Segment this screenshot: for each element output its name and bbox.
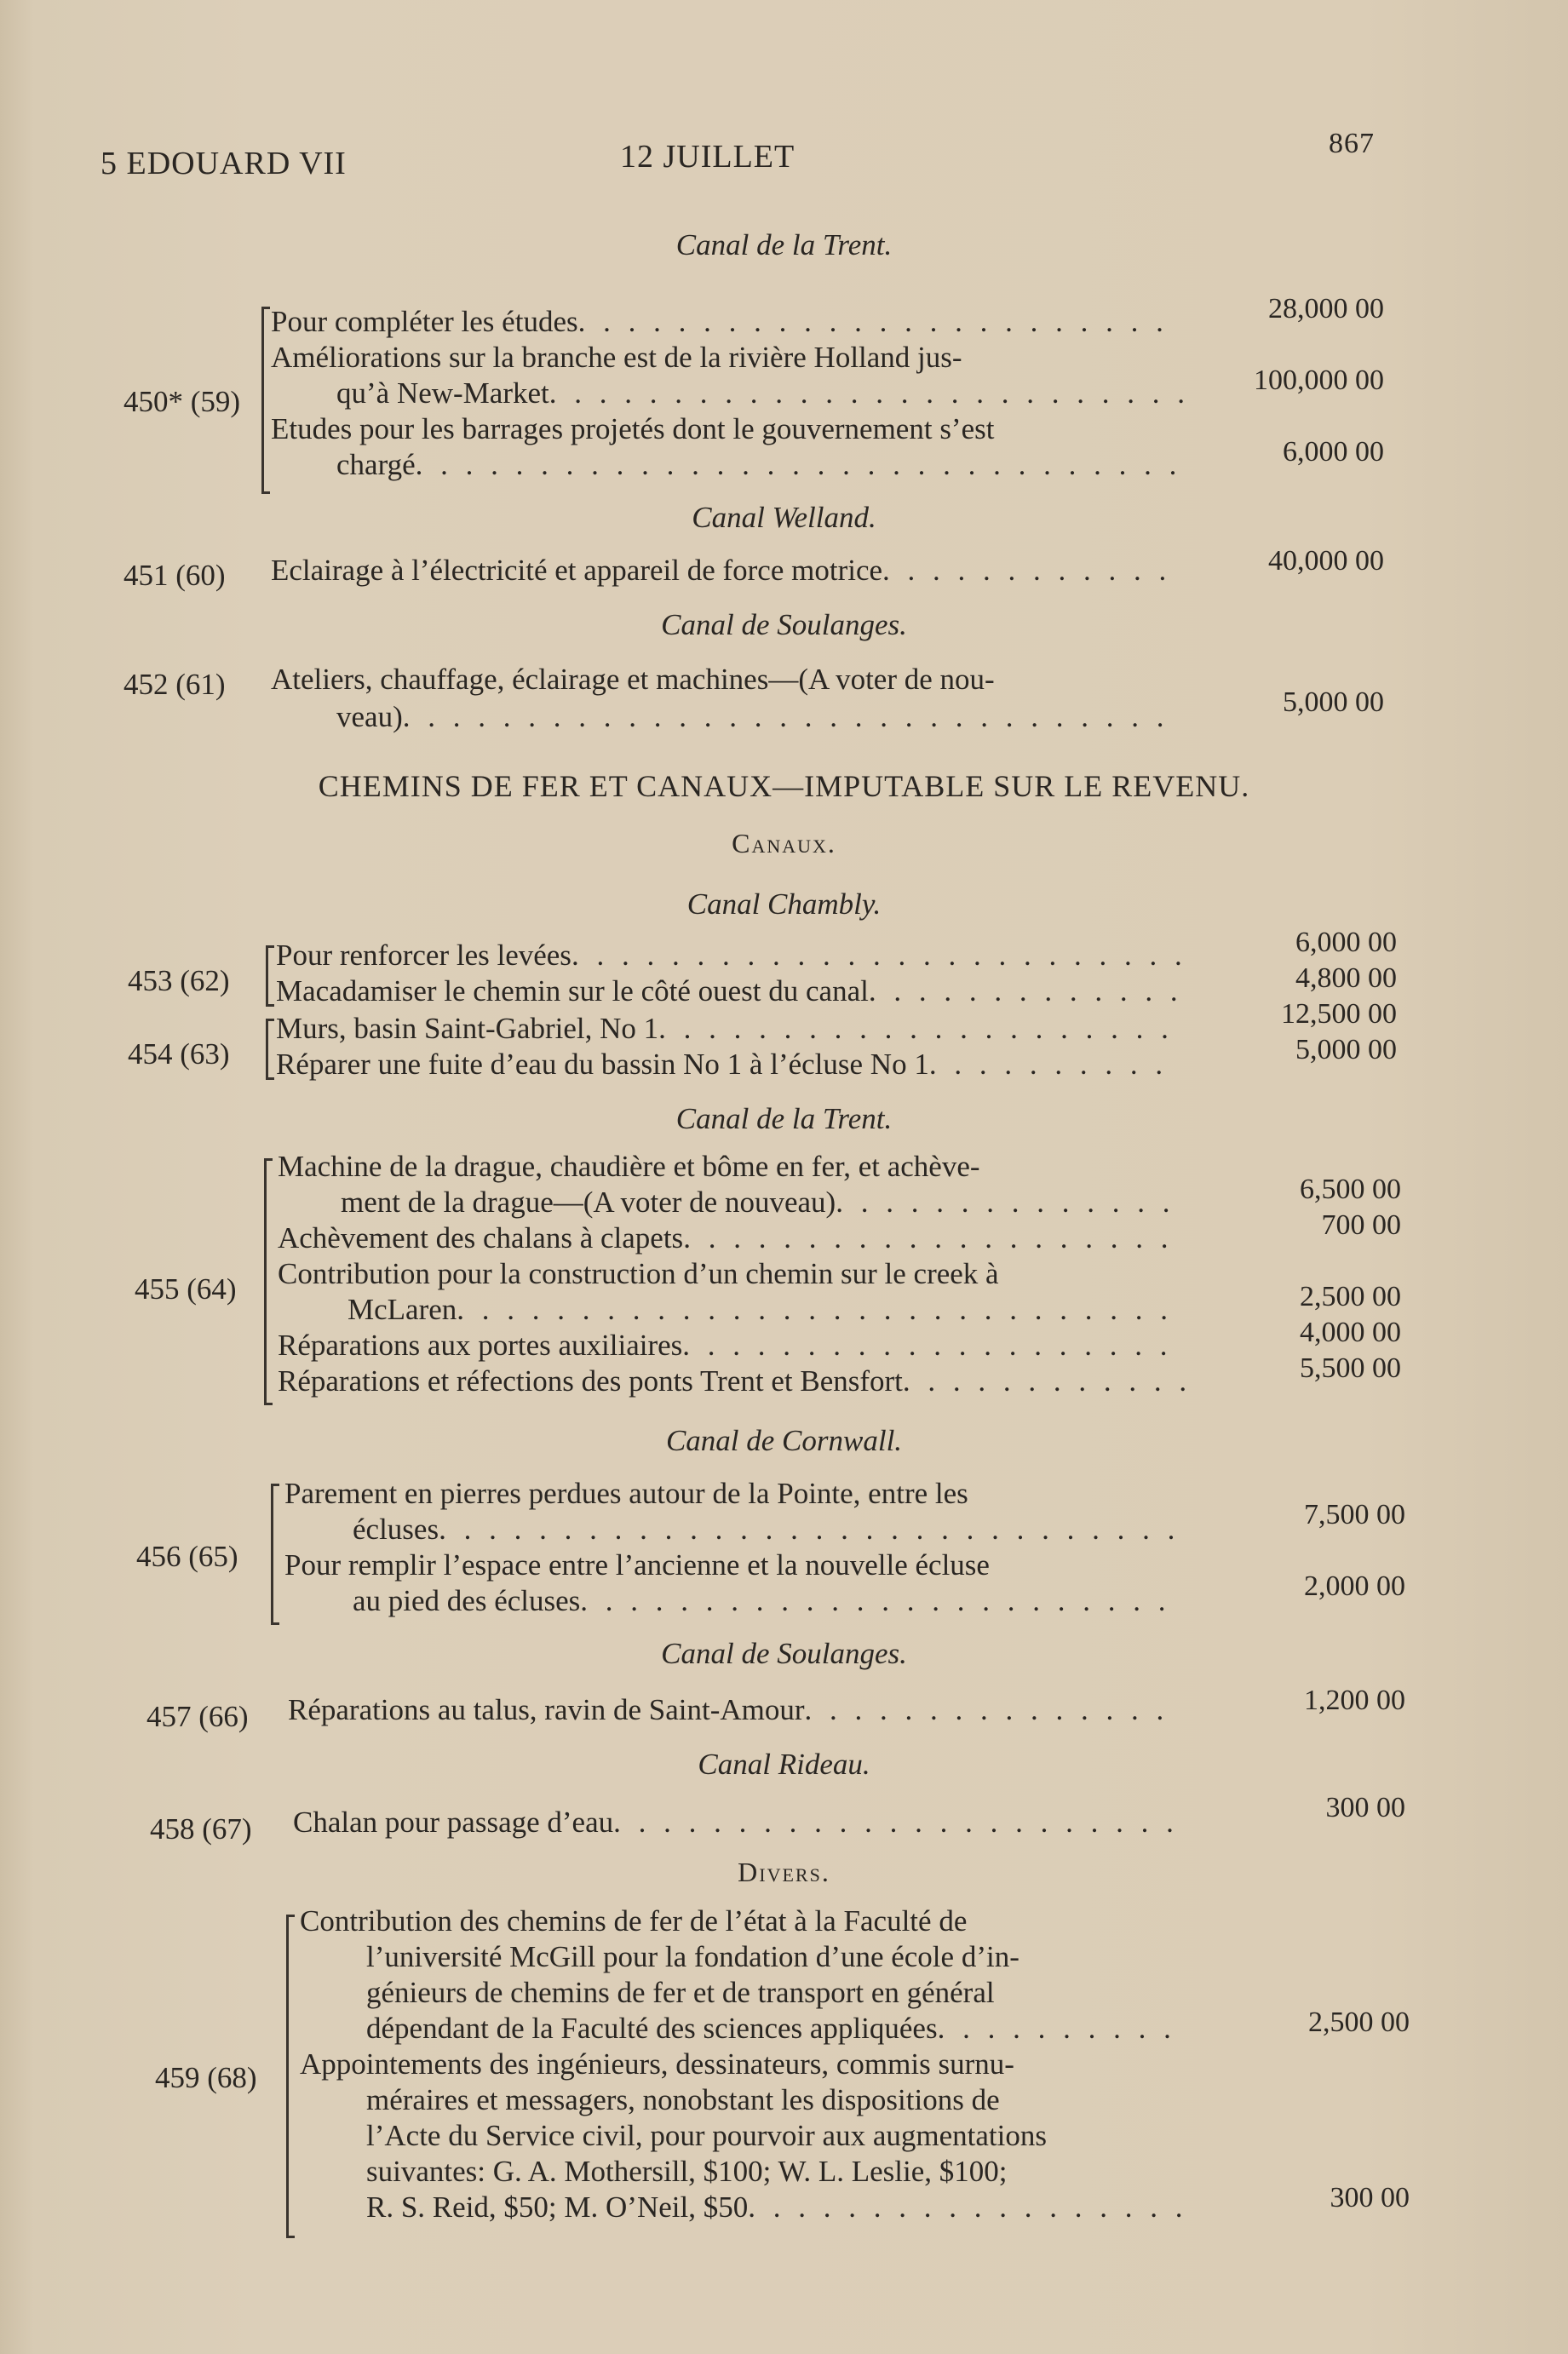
brace-455 — [264, 1158, 267, 1405]
header-left: 5 EDOUARD VII — [101, 146, 347, 181]
brace-453 — [266, 945, 268, 1007]
item-450-line-5: chargé. . . . . . . . . . . . . . . . . . . . . . . . . . . . . . . — [336, 448, 1182, 481]
amount-452: 5,000 00 — [1283, 686, 1384, 718]
item-number-459: 459 (68) — [155, 2061, 257, 2094]
item-459-line-3: génieurs de chemins de fer et de transport en général — [366, 1976, 995, 2009]
item-number-452: 452 (61) — [123, 668, 226, 701]
item-459-line-5: Appointements des ingénieurs, dessinateurs, commis surnu- — [300, 2047, 1014, 2081]
item-459-line-6: méraires et messagers, nonobstant les dispositions de — [366, 2083, 1000, 2116]
item-455-line-2: ment de la drague—(A voter de nouveau). . . . . . . . . . . . . . — [341, 1186, 1175, 1219]
item-456-line-4: au pied des écluses. . . . . . . . . . . . . . . . . . . . . . . . — [353, 1584, 1171, 1617]
amount-456-4: 2,000 00 — [1304, 1570, 1405, 1602]
amount-455-3: 700 00 — [1321, 1209, 1401, 1241]
item-450-line-4: Etudes pour les barrages projetés dont le gouvernement s’est — [271, 412, 995, 445]
section-title-soulanges-1: Canal de Soulanges. — [661, 608, 907, 641]
item-451-line-1: Eclairage à l’électricité et appareil de force motrice. . . . . . . . . . . . — [271, 554, 1172, 587]
item-number-458: 458 (67) — [150, 1812, 252, 1846]
item-455-line-1: Machine de la drague, chaudière et bôme en fer, et achève- — [278, 1150, 980, 1183]
amount-454-1: 12,500 00 — [1281, 998, 1397, 1030]
section-title-trent-2: Canal de la Trent. — [675, 1102, 893, 1135]
brace-459 — [286, 1915, 289, 2238]
leader-gutter — [1199, 281, 1206, 2265]
item-458-line-1: Chalan pour passage d’eau. . . . . . . . . . . . . . . . . . . . . . . — [293, 1806, 1179, 1839]
amount-458: 300 00 — [1325, 1792, 1405, 1823]
page-number: 867 — [1329, 128, 1375, 159]
item-452-line-2: veau). . . . . . . . . . . . . . . . . . . . . . . . . . . . . . . — [336, 700, 1169, 733]
amount-451: 40,000 00 — [1268, 545, 1384, 577]
item-456-line-1: Parement en pierres perdues autour de la Pointe, entre les — [284, 1477, 968, 1510]
item-455-line-7: Réparations et réfections des ponts Trent et Bensfort. . . . . . . . . . . . — [278, 1364, 1192, 1398]
item-457-line-1: Réparations au talus, ravin de Saint-Amour. . . . . . . . . . . . . . . — [288, 1693, 1169, 1726]
section-title-trent-1: Canal de la Trent. — [675, 228, 893, 261]
item-450-line-3: qu’à New-Market. . . . . . . . . . . . . . . . . . . . . . . . . . — [336, 376, 1191, 410]
item-number-453: 453 (62) — [128, 964, 230, 997]
amount-454-2: 5,000 00 — [1295, 1034, 1397, 1065]
item-452-line-1: Ateliers, chauffage, éclairage et machines—(A voter de nou- — [271, 663, 995, 696]
item-455-line-6: Réparations aux portes auxiliaires. . . . . . . . . . . . . . . . . . . . — [278, 1329, 1173, 1362]
amount-456-2: 7,500 00 — [1304, 1499, 1405, 1530]
section-title-rideau: Canal Rideau. — [698, 1748, 870, 1781]
amount-459-4: 2,500 00 — [1308, 2007, 1410, 2038]
item-453-line-2: Macadamiser le chemin sur le côté ouest du canal. . . . . . . . . . . . . — [276, 974, 1183, 1008]
item-459-line-8: suivantes: G. A. Mothersill, $100; W. L. Leslie, $100; — [366, 2155, 1008, 2188]
amount-455-7: 5,500 00 — [1300, 1352, 1401, 1384]
amount-450-3: 100,000 00 — [1254, 365, 1384, 396]
item-454-line-2: Réparer une fuite d’eau du bassin No 1 à l’écluse No 1. . . . . . . . . . — [276, 1048, 1169, 1081]
item-459-line-1: Contribution des chemins de fer de l’état à la Faculté de — [300, 1904, 968, 1938]
amount-455-2: 6,500 00 — [1300, 1174, 1401, 1205]
amount-459-9: 300 00 — [1330, 2182, 1410, 2213]
item-459-line-2: l’université McGill pour la fondation d’une école d’in- — [366, 1940, 1019, 1973]
amount-455-5: 2,500 00 — [1300, 1281, 1401, 1312]
section-title-chambly: Canal Chambly. — [686, 887, 882, 921]
section-title-soulanges-2: Canal de Soulanges. — [661, 1637, 907, 1670]
item-455-line-5: McLaren. . . . . . . . . . . . . . . . . . . . . . . . . . . . . — [347, 1293, 1174, 1326]
brace-456 — [271, 1484, 273, 1625]
item-number-451: 451 (60) — [123, 559, 226, 592]
item-450-line-2: Améliorations sur la branche est de la rivière Holland jus- — [271, 341, 962, 374]
amount-457: 1,200 00 — [1304, 1685, 1405, 1716]
header-center: 12 JUILLET — [620, 139, 795, 175]
item-number-450: 450* (59) — [123, 385, 241, 418]
item-number-456: 456 (65) — [136, 1540, 238, 1573]
section-title-cornwall: Canal de Cornwall. — [665, 1424, 903, 1457]
item-459-line-7: l’Acte du Service civil, pour pourvoir aux augmentations — [366, 2119, 1047, 2152]
main-heading: CHEMINS DE FER ET CANAUX—IMPUTABLE SUR LE REVENU. — [318, 769, 1250, 803]
section-title-welland: Canal Welland. — [692, 501, 876, 534]
item-number-454: 454 (63) — [128, 1037, 230, 1071]
item-number-457: 457 (66) — [146, 1700, 249, 1733]
item-456-line-2: écluses. . . . . . . . . . . . . . . . . . . . . . . . . . . . . . — [353, 1513, 1180, 1546]
amount-453-2: 4,800 00 — [1295, 962, 1397, 994]
amount-450-1: 28,000 00 — [1268, 293, 1384, 324]
item-450-line-1: Pour compléter les études. . . . . . . . . . . . . . . . . . . . . . . . — [271, 305, 1169, 338]
brace-450 — [261, 307, 264, 494]
subheading-divers: Divers. — [738, 1857, 830, 1887]
item-number-455: 455 (64) — [135, 1272, 237, 1306]
subheading-canaux: Canaux. — [732, 828, 836, 858]
item-459-line-4: dépendant de la Faculté des sciences appliquées. . . . . . . . . . — [366, 2012, 1176, 2045]
item-455-line-4: Contribution pour la construction d’un chemin sur le creek à — [278, 1257, 999, 1290]
item-459-line-9: R. S. Reid, $50; M. O’Neil, $50. . . . . . . . . . . . . . . . . . — [366, 2190, 1188, 2224]
brace-454 — [266, 1019, 268, 1080]
item-455-line-3: Achèvement des chalans à clapets. . . . . . . . . . . . . . . . . . . . — [278, 1221, 1174, 1255]
item-453-line-1: Pour renforcer les levées. . . . . . . . . . . . . . . . . . . . . . . . . — [276, 939, 1187, 972]
item-454-line-1: Murs, basin Saint-Gabriel, No 1. . . . . . . . . . . . . . . . . . . . . — [276, 1012, 1174, 1045]
item-456-line-3: Pour remplir l’espace entre l’ancienne et la nouvelle écluse — [284, 1548, 990, 1582]
amount-450-5: 6,000 00 — [1283, 436, 1384, 468]
amount-455-6: 4,000 00 — [1300, 1317, 1401, 1348]
amount-453-1: 6,000 00 — [1295, 927, 1397, 958]
